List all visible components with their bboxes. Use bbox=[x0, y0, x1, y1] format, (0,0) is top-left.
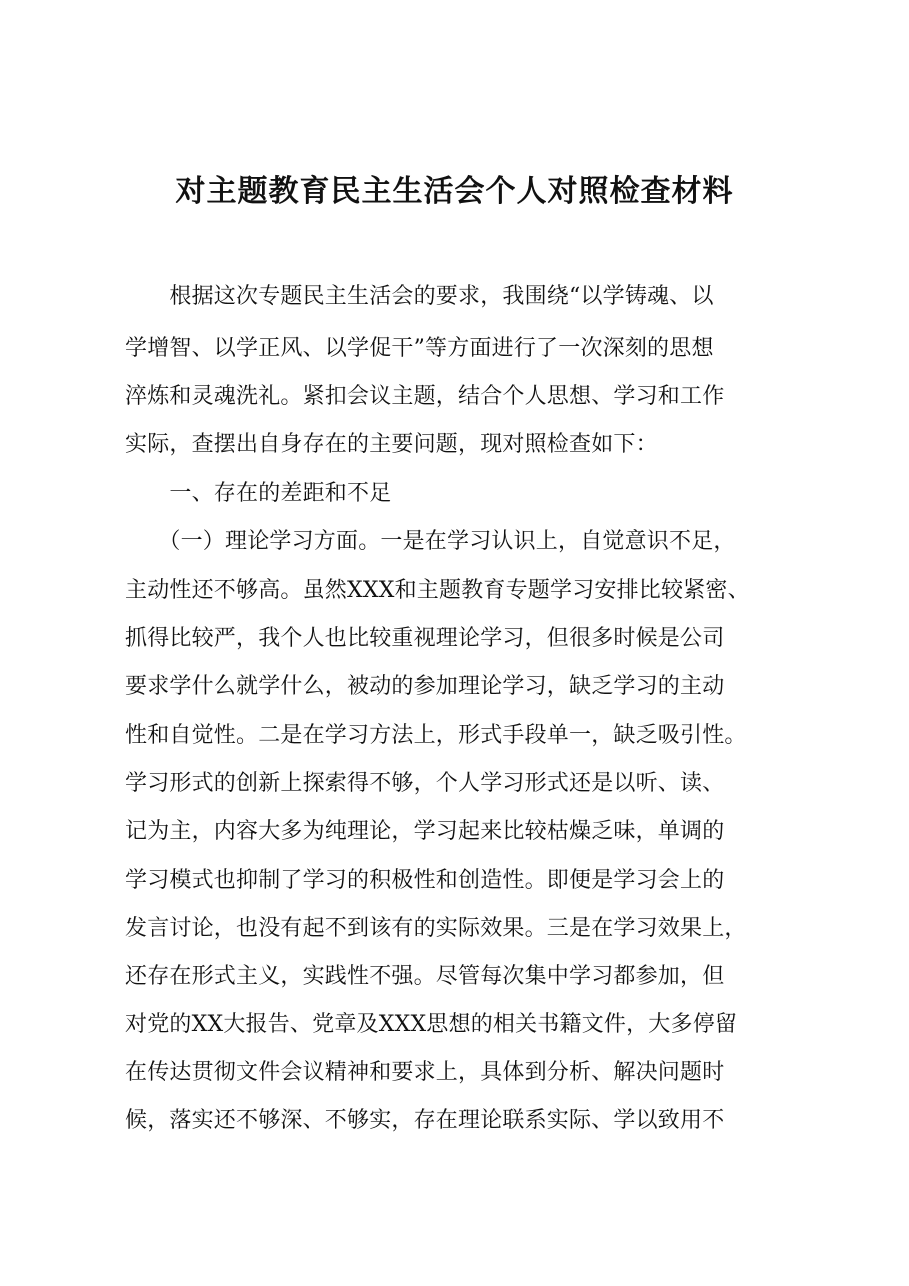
body-line: 学习形式的创新上探索得不够，个人学习形式还是以听、读、 bbox=[125, 771, 725, 796]
document-title: 对主题教育民主生活会个人对照检查材料 bbox=[175, 174, 734, 209]
body-line: 还存在形式主义，实践性不强。尽管每次集中学习都参加，但 bbox=[125, 964, 725, 989]
body-line: 抓得比较严，我个人也比较重视理论学习，但很多时候是公司 bbox=[125, 626, 725, 651]
body-line: （一）理论学习方面。一是在学习认识上，自觉意识不足， bbox=[125, 529, 736, 554]
body-line: 对党的XX大报告、党章及XXX思想的相关书籍文件，大多停留 bbox=[125, 1012, 738, 1037]
body-line: 主动性还不够高。虽然XXX和主题教育专题学习安排比较紧密、 bbox=[125, 578, 750, 603]
body-line: 淬炼和灵魂洗礼。紧扣会议主题，结合个人思想、学习和工作 bbox=[125, 384, 725, 409]
body-line: 在传达贯彻文件会议精神和要求上，具体到分析、解决问题时 bbox=[125, 1060, 725, 1085]
body-line: 学增智、以学正风、以学促干”等方面进行了一次深刻的思想 bbox=[125, 336, 714, 361]
body-line: 实际，查摆出自身存在的主要问题，现对照检查如下： bbox=[125, 432, 658, 457]
body-line: 候，落实还不够深、不够实，存在理论联系实际、学以致用不 bbox=[125, 1108, 725, 1133]
body-line: 要求学什么就学什么，被动的参加理论学习，缺乏学习的主动 bbox=[125, 674, 725, 699]
section-heading: 一、存在的差距和不足 bbox=[125, 481, 392, 506]
body-line: 根据这次专题民主生活会的要求，我围绕“以学铸魂、以 bbox=[125, 284, 714, 309]
body-line: 性和自觉性。二是在学习方法上，形式手段单一，缺乏吸引性。 bbox=[125, 723, 747, 748]
body-line: 发言讨论，也没有起不到该有的实际效果。三是在学习效果上， bbox=[125, 916, 747, 941]
body-line: 记为主，内容大多为纯理论，学习起来比较枯燥乏味，单调的 bbox=[125, 819, 725, 844]
body-line: 学习模式也抑制了学习的积极性和创造性。即便是学习会上的 bbox=[125, 868, 725, 893]
